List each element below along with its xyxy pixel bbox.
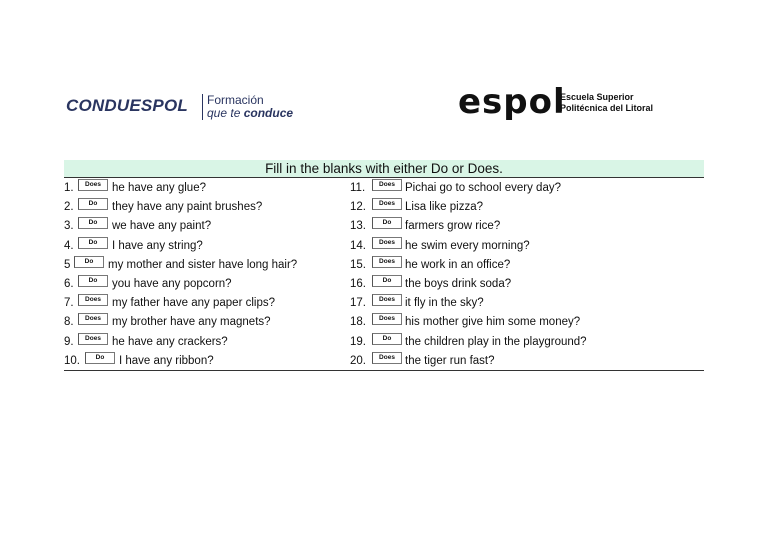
question-text: he swim every morning? (405, 239, 530, 252)
espol-wordmark: espol (458, 82, 566, 122)
answer-box[interactable]: Does (372, 198, 402, 210)
answer-box[interactable]: Does (372, 237, 402, 249)
question-text: he work in an office? (405, 258, 511, 271)
question-number: 17. (350, 297, 366, 310)
answer-box[interactable]: Does (78, 313, 108, 325)
question-text: the tiger run fast? (405, 354, 495, 367)
answer-box[interactable]: Does (372, 313, 402, 325)
question-text: my brother have any magnets? (112, 316, 271, 329)
question-text: farmers grow rice? (405, 220, 501, 233)
question-text: we have any paint? (112, 220, 212, 233)
answer-box[interactable]: Does (78, 179, 108, 191)
answer-box[interactable]: Do (85, 352, 115, 364)
question-number: 14. (350, 239, 366, 252)
question-text: the boys drink soda? (405, 277, 512, 290)
question-number: 2. (64, 201, 74, 214)
question-number: 19. (350, 335, 366, 348)
answer-box[interactable]: Does (372, 256, 402, 268)
answer-box[interactable]: Do (74, 256, 104, 268)
question-number: 11. (350, 182, 366, 194)
question-number: 10. (64, 354, 80, 367)
answer-box[interactable]: Do (372, 333, 402, 345)
question-number: 7. (64, 297, 74, 310)
question-number: 1. (64, 182, 74, 194)
answer-box[interactable]: Does (78, 294, 108, 306)
question-number: 6. (64, 277, 74, 290)
espol-subtitle-1: Escuela Superior (560, 92, 634, 102)
question-number: 15. (350, 258, 366, 271)
answer-box[interactable]: Do (78, 237, 108, 249)
question-text: Pichai go to school every day? (405, 182, 561, 194)
question-number: 3. (64, 220, 74, 233)
question-text: they have any paint brushes? (112, 201, 263, 214)
logo-divider (202, 94, 203, 120)
question-text: the children play in the playground? (405, 335, 587, 348)
question-number: 20. (350, 354, 366, 367)
conduespol-tagline-2: que te conduce (207, 106, 294, 120)
question-text: it fly in the sky? (405, 297, 484, 310)
question-text: he have any crackers? (112, 335, 228, 348)
answer-box[interactable]: Do (372, 275, 402, 287)
answer-box[interactable]: Does (372, 294, 402, 306)
question-text: I have any ribbon? (119, 354, 214, 367)
question-number: 16. (350, 277, 366, 290)
conduespol-tagline-1: Formación (207, 93, 264, 107)
question-text: he have any glue? (112, 182, 206, 194)
answer-box[interactable]: Do (78, 275, 108, 287)
bottom-divider (64, 370, 704, 371)
answer-box[interactable]: Does (372, 352, 402, 364)
answer-box[interactable]: Do (372, 217, 402, 229)
question-text: I have any string? (112, 239, 203, 252)
question-text: my father have any paper clips? (112, 297, 276, 310)
espol-subtitle-2: Politécnica del Litoral (560, 103, 654, 113)
answer-box[interactable]: Does (372, 179, 402, 191)
exercise-title: Fill in the blanks with either Do or Does. (64, 160, 704, 178)
answer-box[interactable]: Do (78, 217, 108, 229)
question-number: 18. (350, 316, 366, 329)
conduespol-wordmark: CONDUESPOL (66, 96, 188, 115)
question-text: his mother give him some money? (405, 316, 581, 329)
question-number: 12. (350, 201, 366, 214)
answer-box[interactable]: Does (78, 333, 108, 345)
answer-box[interactable]: Do (78, 198, 108, 210)
question-number: 8. (64, 316, 74, 329)
question-text: Lisa like pizza? (405, 201, 483, 214)
question-number: 13. (350, 220, 366, 233)
question-number: 9. (64, 335, 74, 348)
question-number: 5 (64, 258, 71, 271)
question-number: 4. (64, 239, 74, 252)
question-text: my mother and sister have long hair? (108, 258, 298, 271)
question-text: you have any popcorn? (112, 277, 232, 290)
